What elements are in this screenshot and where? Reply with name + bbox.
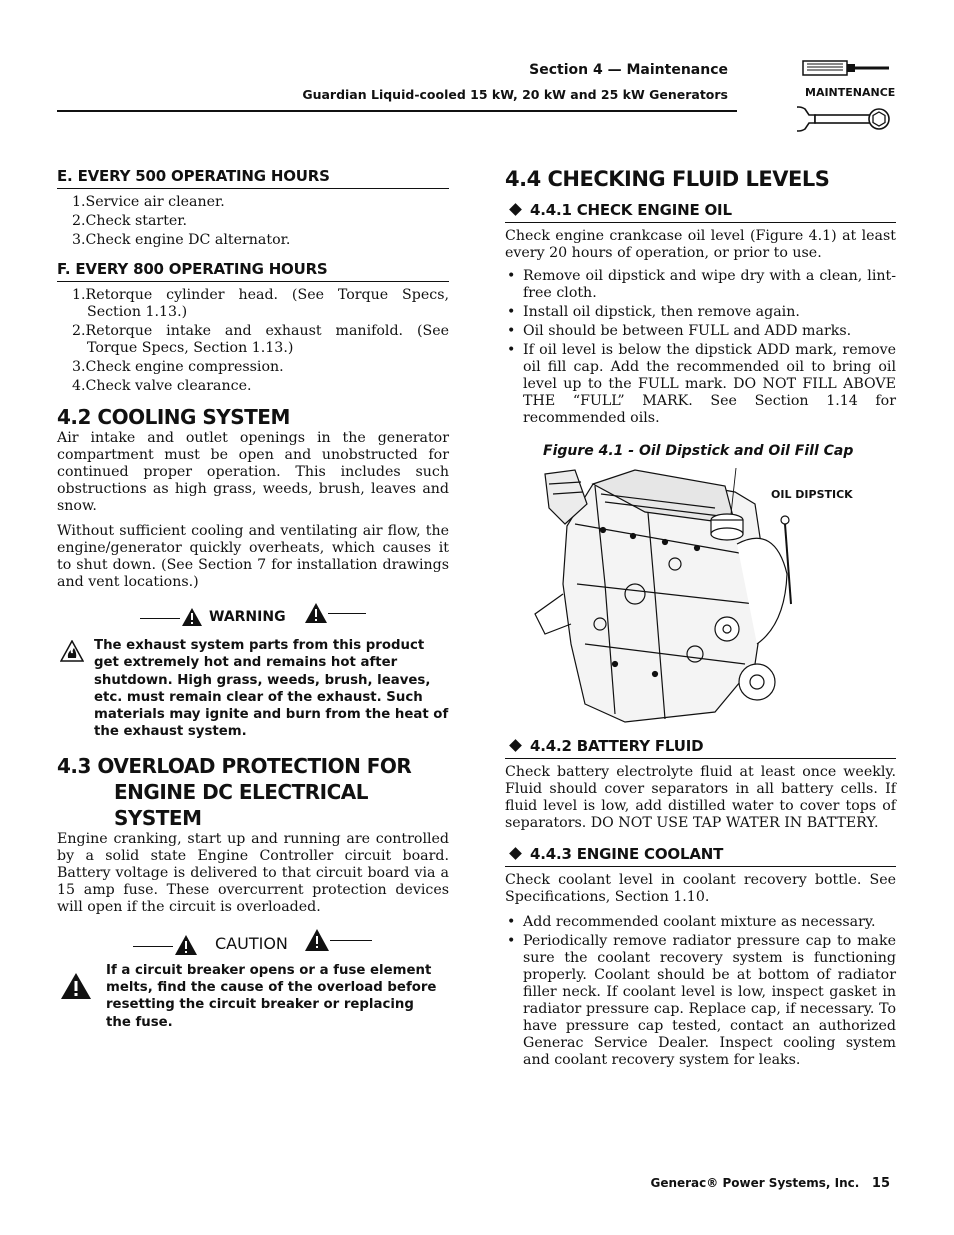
left-column	[57, 168, 449, 1031]
list-item: • If oil level is below the dipstick ADD mark, remove oil fill cap. Add the recommended oil to bring oil level up to the FULL mark. DO NOT FILL ABOVE THE “FULL” MARK. See Section 1.14 for recommended oils.	[505, 342, 896, 427]
warning-triangle-icon	[304, 602, 328, 624]
warning-box	[57, 637, 449, 741]
list-item: 1.Retorque cylinder head. (See Torque Specs, Section 1.13.)	[72, 287, 449, 320]
battery-paragraph: Check battery electrolyte fluid at least once weekly. Fluid should cover separators in all battery cells. If fluid level is low, add distilled water to cover tops of separators. DO NOT USE TAP WATER IN BATTERY.	[505, 764, 896, 831]
section-e-list	[57, 194, 449, 249]
caution-triangle-icon	[304, 928, 330, 952]
section-4-3-heading: 4.3 OVERLOAD PROTECTION FOR	[57, 753, 412, 778]
warning-text: The exhaust system parts from this product get extremely hot and remains hot after shutdown. High grass, weeds, brush, leaves, etc. must remain clear of the exhaust. Such materials may ignite and burn from the heat of the exhaust system.	[94, 638, 449, 740]
section-4-4-2-heading	[505, 738, 896, 755]
section-4-4-1-heading	[505, 202, 896, 219]
figure-label-oil-dipstick: OIL DIPSTICK	[771, 488, 853, 501]
warning-header	[57, 603, 449, 637]
hot-surface-icon	[60, 640, 84, 662]
list-item: • Add recommended coolant mixture as necessary.	[505, 914, 896, 931]
section-f-heading: F. EVERY 800 OPERATING HOURS	[57, 260, 328, 278]
coolant-paragraph: Check coolant level in coolant recovery bottle. See Specifications, Section 1.10.	[505, 872, 896, 905]
section-4-4-3-label: 4.4.3 ENGINE COOLANT	[530, 845, 724, 863]
header-section-title: Section 4 — Maintenance	[529, 62, 728, 78]
footer-company: Generac® Power Systems, Inc.	[650, 1176, 860, 1190]
diamond-bullet-icon	[509, 203, 522, 216]
caution-label: CAUTION	[215, 933, 288, 953]
warning-label: WARNING	[209, 609, 286, 625]
oil-bullets	[505, 268, 896, 427]
list-item: • Periodically remove radiator pressure cap to make sure the coolant recovery system is functioning properly. Coolant should be at bottom of radiator filler neck. If coolant level is low, inspect gasket in radiator pressure cap. Replace cap, if necessary. To have pressure cap tested, contact an authorized Generac Service Dealer. Inspect cooling system and coolant recovery system for leaks.	[505, 933, 896, 1069]
list-item: 2.Retorque intake and exhaust manifold. (See Torque Specs, Section 1.13.)	[72, 323, 449, 356]
list-item: • Oil should be between FULL and ADD marks.	[505, 323, 896, 340]
oil-paragraph: Check engine crankcase oil level (Figure 4.1) at least every 20 hours of operation, or prior to use.	[505, 228, 896, 261]
page-number: 15	[871, 1176, 890, 1191]
header-divider	[57, 110, 737, 112]
cooling-paragraph-1: Air intake and outlet openings in the generator compartment must be open and unobstructed for continued proper operation. This includes such obstructions as high grass, weeds, brush, leaves and snow.	[57, 430, 449, 514]
caution-triangle-icon	[174, 934, 198, 956]
list-item: 3.Check engine compression.	[72, 359, 284, 375]
section-4-2-heading: 4.2 COOLING SYSTEM	[57, 405, 290, 429]
header-document-title: Guardian Liquid-cooled 15 kW, 20 kW and 25 kW Generators	[302, 87, 728, 102]
caution-header	[57, 928, 449, 962]
maintenance-badge	[797, 55, 897, 135]
list-item: 3.Check engine DC alternator.	[72, 232, 291, 248]
right-column	[505, 166, 896, 1069]
caution-large-icon	[60, 972, 92, 1000]
cooling-paragraph-2: Without sufficient cooling and ventilating air flow, the engine/generator quickly overheats, which causes it to shut down. (See Section 7 for installation drawings and vent locations.)	[57, 523, 449, 590]
section-e-rule	[57, 188, 449, 189]
section-4-4-1-label: 4.4.1 CHECK ENGINE OIL	[530, 201, 732, 219]
diamond-bullet-icon	[509, 847, 522, 860]
list-item: 2.Check starter.	[72, 213, 188, 229]
section-e-heading: E. EVERY 500 OPERATING HOURS	[57, 167, 330, 185]
list-item: 1.Service air cleaner.	[72, 194, 225, 210]
engine-illustration	[505, 464, 896, 726]
list-item: 4.Check valve clearance.	[72, 378, 252, 394]
section-4-4-2-label: 4.4.2 BATTERY FLUID	[530, 737, 704, 755]
list-item: • Install oil dipstick, then remove again.	[505, 304, 896, 321]
section-f-rule	[57, 281, 449, 282]
figure-4-1	[505, 464, 896, 726]
page-footer	[560, 1176, 890, 1191]
maintenance-label: MAINTENANCE	[805, 86, 896, 99]
overload-paragraph: Engine cranking, start up and running are controlled by a solid state Engine Controller circuit board. Battery voltage is delivered to that circuit board via a 15 amp fuse. These overcurrent protection devices will open if the circuit is overloaded.	[57, 830, 449, 915]
coolant-bullets	[505, 914, 896, 1069]
section-4-4-heading: 4.4 CHECKING FLUID LEVELS	[505, 167, 830, 191]
figure-caption: Figure 4.1 - Oil Dipstick and Oil Fill Cap	[543, 443, 854, 459]
caution-box	[57, 962, 449, 1031]
warning-triangle-icon	[181, 607, 203, 627]
section-f-list	[57, 287, 449, 395]
wrench-icon	[797, 101, 897, 141]
section-4-4-3-heading	[505, 846, 896, 863]
section-4-3-heading-line2: ENGINE DC ELECTRICAL SYSTEM	[114, 779, 368, 830]
caution-text: If a circuit breaker opens or a fuse element melts, find the cause of the overload before resetting the circuit breaker or replacing the fuse.	[106, 962, 437, 1030]
list-item: • Remove oil dipstick and wipe dry with a clean, lint-free cloth.	[505, 268, 896, 302]
diamond-bullet-icon	[509, 739, 522, 752]
